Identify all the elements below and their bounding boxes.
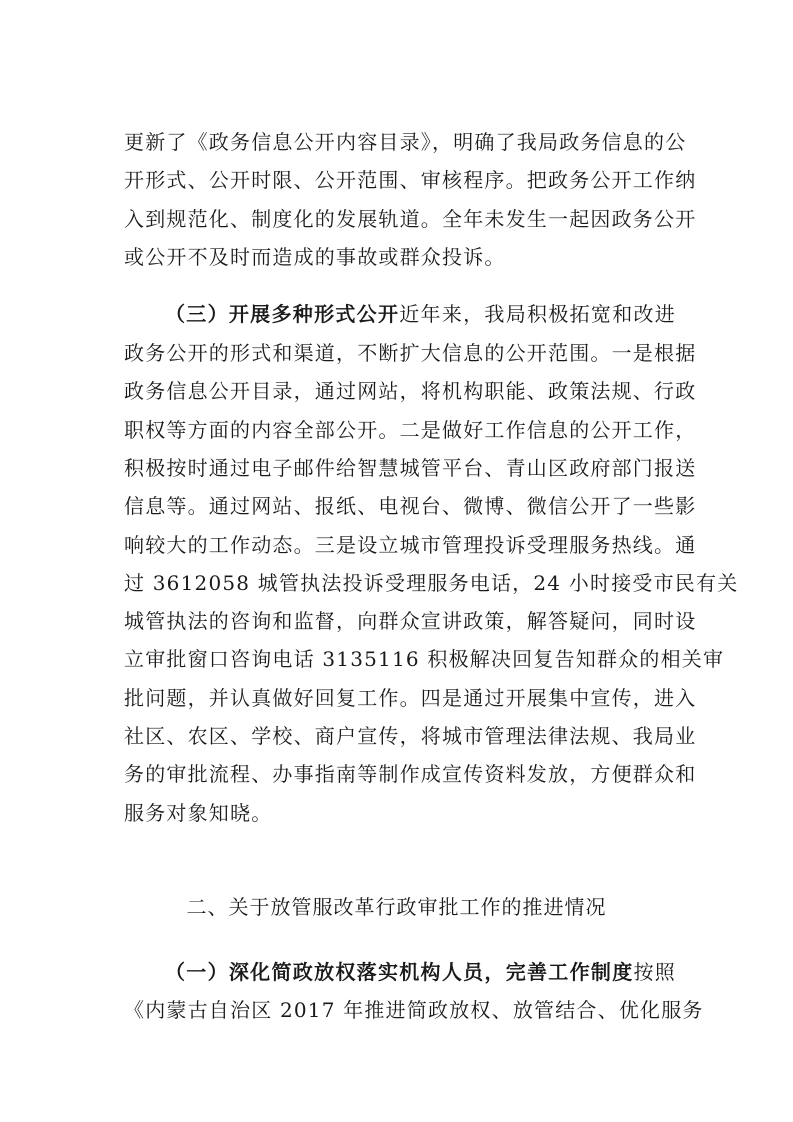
paragraph-line: 城管执法的咨询和监督，向群众宣讲政策，解答疑问，同时设 <box>124 609 697 633</box>
paragraph-line: 开形式、公开时限、公开范围、审核程序。把政务公开工作纳 <box>124 168 697 192</box>
paragraph-title: （三）开展多种形式公开 <box>165 302 400 326</box>
section-heading: 二、关于放管服改革行政审批工作的推进情况 <box>186 895 607 919</box>
paragraph-first-line-text: 近年来，我局积极拓宽和改进 <box>399 302 676 326</box>
paragraph-line: 社区、农区、学校、商户宣传，将城市管理法律法规、我局业 <box>124 724 697 748</box>
paragraph-line: 入到规范化、制度化的发展轨道。全年未发生一起因政务公开 <box>124 207 697 231</box>
paragraph-line: 更新了《政务信息公开内容目录》，明确了我局政务信息的公 <box>124 130 687 154</box>
paragraph-line: 批问题，并认真做好回复工作。四是通过开展集中宣传，进入 <box>124 686 697 710</box>
paragraph-line: 响较大的工作动态。三是设立城市管理投诉受理服务热线。通 <box>124 533 697 557</box>
paragraph-first-line <box>165 958 676 986</box>
paragraph-line: 信息等。通过网站、报纸、电视台、微博、微信公开了一些影 <box>124 494 697 518</box>
paragraph-line: 服务对象知晓。 <box>124 801 273 825</box>
paragraph-line: 过 3612058 城管执法投诉受理服务电话，24 小时接受市民有关 <box>124 571 739 595</box>
paragraph-line: 立审批窗口咨询电话 3135116 积极解决回复告知群众的相关审 <box>124 647 725 671</box>
paragraph-line: 政务公开的形式和渠道，不断扩大信息的公开范围。一是根据 <box>124 341 697 365</box>
paragraph-line: 务的审批流程、办事指南等制作成宣传资料发放，方便群众和 <box>124 762 697 786</box>
paragraph-first-line-text: 按照 <box>633 960 676 984</box>
paragraph-first-line <box>165 300 676 328</box>
paragraph-line: 或公开不及时而造成的事故或群众投诉。 <box>124 245 506 269</box>
paragraph-title: （一）深化简政放权落实机构人员，完善工作制度 <box>165 960 634 984</box>
paragraph-line: 职权等方面的内容全部公开。二是做好工作信息的公开工作， <box>124 418 697 442</box>
paragraph-line: 政务信息公开目录，通过网站，将机构职能、政策法规、行政 <box>124 379 697 403</box>
paragraph-line: 《内蒙古自治区 2017 年推进简政放权、放管结合、优化服务 <box>124 998 704 1022</box>
paragraph-line: 积极按时通过电子邮件给智慧城管平台、青山区政府部门报送 <box>124 456 697 480</box>
